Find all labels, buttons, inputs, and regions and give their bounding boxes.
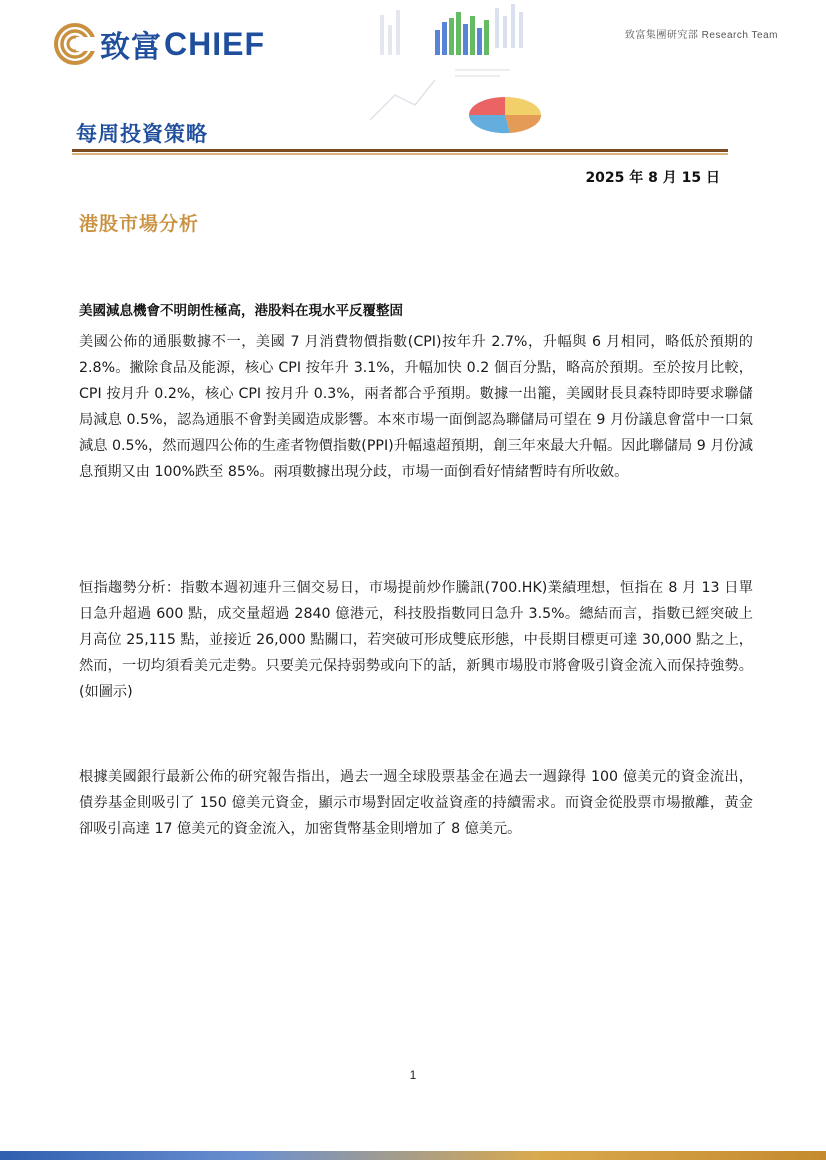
footer-gradient-bar <box>0 1151 826 1160</box>
title-divider-dark <box>72 149 728 152</box>
report-title: 每周投資策略 <box>76 122 208 146</box>
title-divider-light <box>72 153 728 155</box>
paragraph-hsi-trend: 恒指趨勢分析：指數本週初連升三個交易日，市場提前炒作騰訊(700.HK)業績理想，恒指在 8 月 13 日單日急升超過 600 點，成交量超過 2840 億港元，科技股指數同日急升 3.5%。總結而言，指數已經突破上月高位 25,115 點，並接近 26,000 點關口，若突破可形成雙底形態，中長期目標更可達 30,000 點之上，然而，一切均須看美元走勢。只要美元保持弱勢或向下的話，新興市場股市將會吸引資金流入而保持強勢。(如圖示) <box>79 580 753 700</box>
logo-chinese-text: 致富 <box>100 30 162 65</box>
section-title: 港股市場分析 <box>79 213 200 235</box>
research-department-label: 致富集團研究部 Research Team <box>624 30 778 41</box>
page-number: 1 <box>409 1068 417 1082</box>
paragraph-fund-flows: 根據美國銀行最新公佈的研究報告指出，過去一週全球股票基金在過去一週錄得 100 億美元的資金流出，債券基金則吸引了 150 億美元資金，顯示市場對固定收益資產的持續需求。而資金從股票市場撤離，黃金卻吸引高達 17 億美元的資金流入，加密貨幣基金則增加了 8 億美元。 <box>79 769 753 837</box>
logo-english-text: CHIEF <box>164 25 265 62</box>
report-date: 2025 年 8 月 15 日 <box>585 170 720 186</box>
paragraph-inflation: 美國公佈的通脹數據不一，美國 7 月消費物價指數(CPI)按年升 2.7%，升幅與 6 月相同，略低於預期的 2.8%。撇除食品及能源，核心 CPI 按年升 3.1%，升幅加快 0.2 個百分點，略高於預期。至於按月比較，CPI 按月升 0.2%，核心 CPI 按月升 0.3%，兩者都合乎預期。數據一出籠，美國財長貝森特即時要求聯儲局減息 0.5%，認為通脹不會對美國造成影響。本來市場一面倒認為聯儲局可望在 9 月份議息會當中一口氣減息 0.5%，然而週四公佈的生產者物價指數(PPI)升幅遠超預期，創三年來最大升幅。因此聯儲局 9 月份減息預期又由 100%跌至 85%。兩項數據出現分歧，市場一面倒看好情緒暫時有所收斂。 <box>79 334 753 480</box>
decorative-chart-banner <box>360 0 570 150</box>
company-logo <box>54 22 265 66</box>
report-header <box>0 0 826 150</box>
chief-logo-icon <box>54 23 96 65</box>
article-headline: 美國減息機會不明朗性極高，港股料在現水平反覆整固 <box>79 303 403 319</box>
